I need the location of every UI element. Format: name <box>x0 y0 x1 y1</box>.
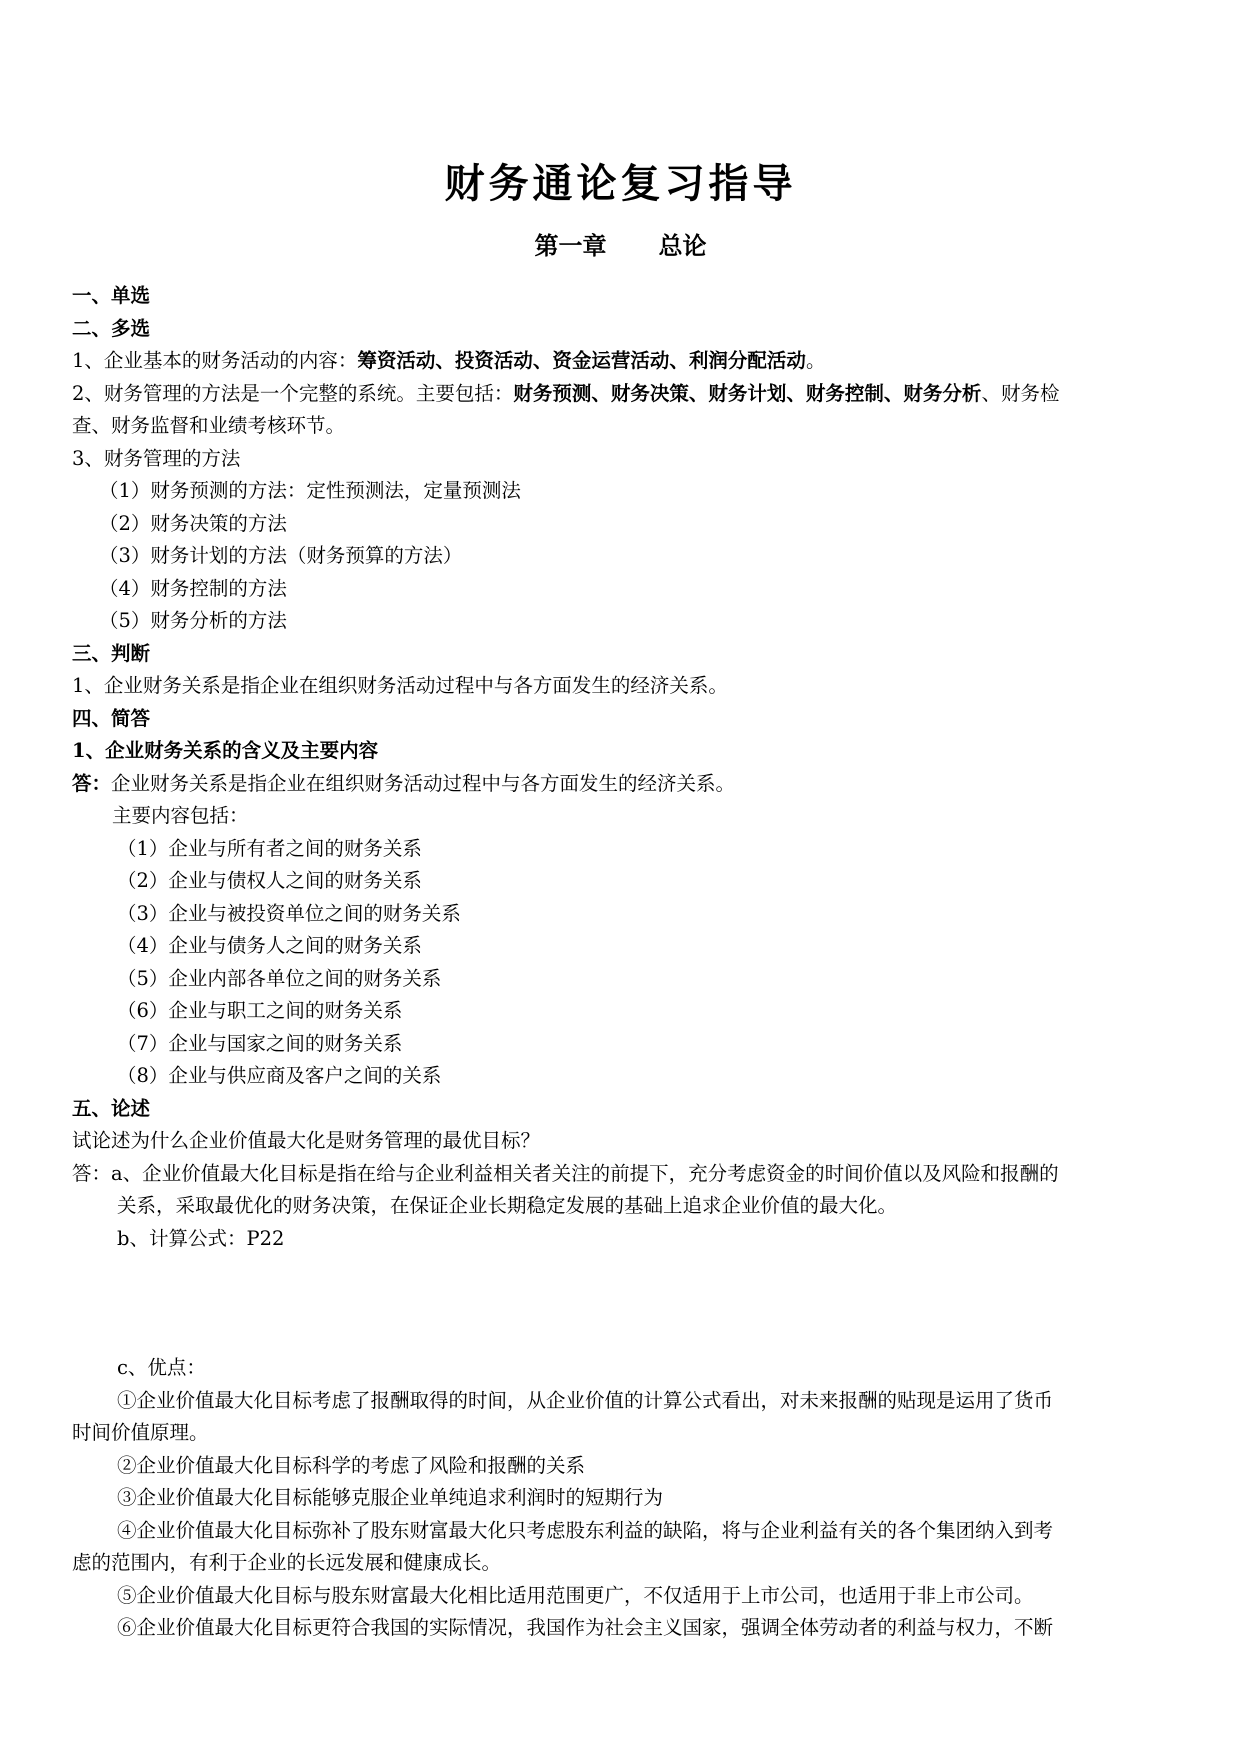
answer-label: 答： <box>72 771 112 795</box>
relation-item: （7）企业与国家之间的财务关系 <box>117 1031 403 1055</box>
essay-answer-a-continued: 关系，采取最优化的财务决策，在保证企业长期稳定发展的基础上追求企业价值的最大化。 <box>117 1194 898 1217</box>
short-answer-answer-1 <box>72 768 1172 801</box>
relation-item: （5）企业内部各单位之间的财务关系 <box>117 966 442 990</box>
mc-item-2-prefix: 2、财务管理的方法是一个完整的系统。主要包括： <box>72 381 514 405</box>
blank-space <box>72 1255 1172 1352</box>
chapter-heading <box>0 228 1241 264</box>
advantage-5: ⑤企业价值最大化目标与股东财富最大化相比适用范围更广，不仅适用于上市公司，也适用于非上市公司。 <box>117 1583 1034 1607</box>
answer-intro: 主要内容包括： <box>112 804 249 827</box>
method-item: （1）财务预测的方法：定性预测法，定量预测法 <box>99 479 521 502</box>
advantage-4: ④企业价值最大化目标弥补了股东财富最大化只考虑股东利益的缺陷，将与企业利益有关的各个集团纳入到考 <box>117 1518 1054 1542</box>
advantage-2: ②企业价值最大化目标科学的考虑了风险和报酬的关系 <box>117 1453 586 1477</box>
section-heading-multiple-choice: 二、多选 <box>72 316 151 340</box>
mc-item-2-continued: 查、财务监督和业绩考核环节。 <box>72 414 346 437</box>
mc-item-3: 3、财务管理的方法 <box>72 446 241 470</box>
method-item: （5）财务分析的方法 <box>99 609 287 632</box>
mc-item-1-prefix: 1、企业基本的财务活动的内容： <box>72 349 358 372</box>
advantage-1: ①企业价值最大化目标考虑了报酬取得的时间，从企业价值的计算公式看出，对未来报酬的贴现是运用了货币 <box>117 1388 1054 1412</box>
relation-item: （2）企业与债权人之间的财务关系 <box>117 869 422 892</box>
method-item: （2）财务决策的方法 <box>99 511 287 535</box>
tf-item-1: 1、企业财务关系是指企业在组织财务活动过程中与各方面发生的经济关系。 <box>72 674 728 697</box>
advantage-3: ③企业价值最大化目标能够克服企业单纯追求利润时的短期行为 <box>117 1486 664 1509</box>
essay-answer-c: c、优点： <box>117 1356 206 1379</box>
method-item: （3）财务计划的方法（财务预算的方法） <box>99 544 463 567</box>
short-answer-question-1: 1、企业财务关系的含义及主要内容 <box>72 739 379 762</box>
answer-text: 企业财务关系是指企业在组织财务活动过程中与各方面发生的经济关系。 <box>111 771 736 795</box>
section-heading-true-false: 三、判断 <box>72 641 151 665</box>
document-title: 财务通论复习指导 <box>444 160 797 207</box>
relation-item: （1）企业与所有者之间的财务关系 <box>117 836 422 860</box>
relation-item: （3）企业与被投资单位之间的财务关系 <box>117 901 461 925</box>
essay-question: 试论述为什么企业价值最大化是财务管理的最优目标？ <box>72 1129 541 1152</box>
relation-item: （4）企业与债务人之间的财务关系 <box>117 934 422 957</box>
advantage-6: ⑥企业价值最大化目标更符合我国的实际情况，我国作为社会主义国家，强调全体劳动者的利益与权力，不断 <box>117 1616 1054 1639</box>
mc-item-2-suffix: 、财务检 <box>981 381 1060 405</box>
essay-answer-b: b、计算公式：P22 <box>117 1226 285 1250</box>
method-item: （4）财务控制的方法 <box>99 576 287 600</box>
chapter-number: 第一章 <box>534 231 607 260</box>
advantage-1-continued: 时间价值原理。 <box>72 1421 209 1444</box>
section-heading-short-answer: 四、简答 <box>72 706 151 730</box>
section-heading-single-choice: 一、单选 <box>72 284 151 307</box>
mc-item-2 <box>72 378 1172 411</box>
mc-item-1-suffix: 。 <box>805 349 826 372</box>
essay-answer-a: 答：a、企业价值最大化目标是指在给与企业利益相关者关注的前提下，充分考虑资金的时间价值以及风险和报酬的 <box>72 1161 1059 1185</box>
document-body <box>72 280 1172 1645</box>
relation-item: （6）企业与职工之间的财务关系 <box>117 999 403 1022</box>
advantage-4-continued: 虑的范围内，有利于企业的长远发展和健康成长。 <box>72 1551 502 1574</box>
mc-item-2-bold: 财务预测、财务决策、财务计划、财务控制、财务分析 <box>513 381 982 405</box>
mc-item-1 <box>72 345 1172 378</box>
section-heading-essay: 五、论述 <box>72 1096 151 1120</box>
relation-item: （8）企业与供应商及客户之间的关系 <box>117 1064 442 1087</box>
chapter-name: 总论 <box>658 231 707 260</box>
mc-item-1-bold: 筹资活动、投资活动、资金运营活动、利润分配活动 <box>357 349 806 372</box>
